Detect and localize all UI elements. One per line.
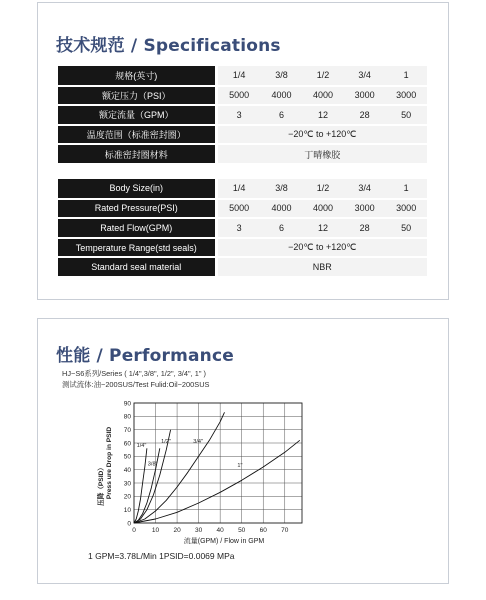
x-tick-label: 10 [151, 527, 160, 534]
y-tick-label: 20 [123, 493, 131, 501]
en-span-cell: −20℃ to +120℃ [216, 238, 427, 258]
cn-row [58, 86, 427, 106]
x-tick-label: 20 [173, 527, 181, 534]
cn-cell: 1/4 [216, 66, 261, 86]
performance-title: 性能 / Performance [56, 346, 234, 366]
test-fluid-caption: 测试流体:油−200SUS/Test Fulid:Oil−200SUS [62, 380, 210, 389]
y-tick-label: 60 [123, 440, 131, 448]
en-cell: 1/2 [302, 179, 344, 199]
y-tick-label: 10 [123, 506, 131, 514]
en-cell: 3/4 [344, 179, 386, 199]
cn-row-label: 标准密封圈材料 [58, 144, 216, 164]
y-tick-label: 70 [123, 426, 131, 434]
x-tick-label: 50 [238, 527, 246, 534]
en-row [58, 199, 427, 219]
en-span-cell: NBR [216, 257, 427, 277]
en-cell: 28 [344, 218, 386, 238]
en-row-label: Rated Flow(GPM) [58, 218, 216, 238]
cn-cell: 3 [216, 105, 261, 125]
en-cell: 1 [385, 179, 427, 199]
cn-row-label: 额定流量（GPM） [58, 105, 216, 125]
cn-cell: 4000 [302, 86, 344, 106]
en-cell: 3000 [344, 199, 386, 219]
cn-cell: 12 [302, 105, 344, 125]
specifications-title: 技术规范 / Specifications [56, 36, 281, 56]
cn-cell: 50 [385, 105, 427, 125]
y-axis-label: Press ure Drop in PSID [106, 426, 113, 500]
x-tick-label: 40 [216, 527, 224, 534]
cn-cell: 5000 [216, 86, 261, 106]
specifications-table-en [58, 179, 427, 278]
y-tick-label: 0 [127, 520, 131, 528]
x-tick-label: 30 [194, 527, 203, 534]
cn-cell: 1/2 [302, 66, 344, 86]
y-axis-label-cn: 压降（PSID） [98, 464, 105, 506]
en-row [58, 257, 427, 277]
en-row [58, 218, 427, 238]
cn-cell: 3000 [385, 86, 427, 106]
cn-cell: 4000 [261, 86, 303, 106]
cn-row-label: 额定压力（PSI） [58, 86, 216, 106]
cn-cell: 3/4 [344, 66, 386, 86]
en-row-label: Temperature Range(std seals) [58, 238, 216, 258]
cn-cell: 3/8 [261, 66, 303, 86]
y-tick-label: 40 [123, 466, 131, 474]
y-tick-label: 30 [123, 480, 131, 488]
specifications-table-cn [58, 66, 427, 165]
y-tick-label: 80 [123, 413, 131, 421]
cn-cell: 28 [344, 105, 386, 125]
en-cell: 4000 [302, 199, 344, 219]
en-cell: 5000 [216, 199, 261, 219]
en-cell: 12 [302, 218, 344, 238]
cn-cell: 6 [261, 105, 303, 125]
cn-cell: 1 [385, 66, 427, 86]
en-cell: 1/4 [216, 179, 261, 199]
series-label: 3/4" [193, 439, 203, 445]
en-row [58, 238, 427, 258]
x-tick-label: 0 [132, 527, 136, 534]
en-row-label: Rated Pressure(PSI) [58, 199, 216, 219]
en-row [58, 179, 427, 199]
cn-row [58, 125, 427, 145]
en-cell: 6 [261, 218, 303, 238]
series-label: 1" [237, 463, 243, 469]
cn-row [58, 66, 427, 86]
series-label: 1/4" [136, 443, 147, 449]
cn-row-label: 规格(英寸) [58, 66, 216, 86]
cn-row [58, 144, 427, 164]
cn-row [58, 105, 427, 125]
series-label: 1/2" [161, 439, 171, 445]
pressure-drop-chart [48, 391, 318, 551]
cn-span-cell: 丁晴橡胶 [216, 144, 427, 164]
series-label: 3/8" [147, 461, 158, 468]
en-cell: 4000 [261, 199, 303, 219]
en-cell: 3/8 [261, 179, 303, 199]
cn-row-label: 温度范围（标准密封圈） [58, 125, 216, 145]
series-caption: HJ−S6系列/Series ( 1/4",3/8", 1/2", 3/4", 1" ) [62, 369, 206, 378]
cn-cell: 3000 [344, 86, 386, 106]
performance-panel [37, 318, 449, 584]
x-axis-label: 流量(GPM) / Flow in GPM [183, 538, 265, 545]
x-tick-label: 60 [259, 527, 267, 534]
en-row-label: Body Size(in) [58, 179, 216, 199]
unit-conversion-note: 1 GPM=3.78L/Min 1PSID=0.0069 MPa [88, 551, 235, 561]
en-cell: 3 [216, 218, 261, 238]
y-tick-label: 50 [123, 453, 131, 461]
en-cell: 50 [385, 218, 427, 238]
en-row-label: Standard seal material [58, 257, 216, 277]
y-tick-label: 90 [123, 400, 131, 408]
en-cell: 3000 [385, 199, 427, 219]
cn-span-cell: −20℃ to +120℃ [216, 125, 427, 145]
x-tick-label: 70 [281, 527, 289, 534]
specifications-panel [37, 2, 449, 300]
plot-frame [134, 403, 302, 523]
